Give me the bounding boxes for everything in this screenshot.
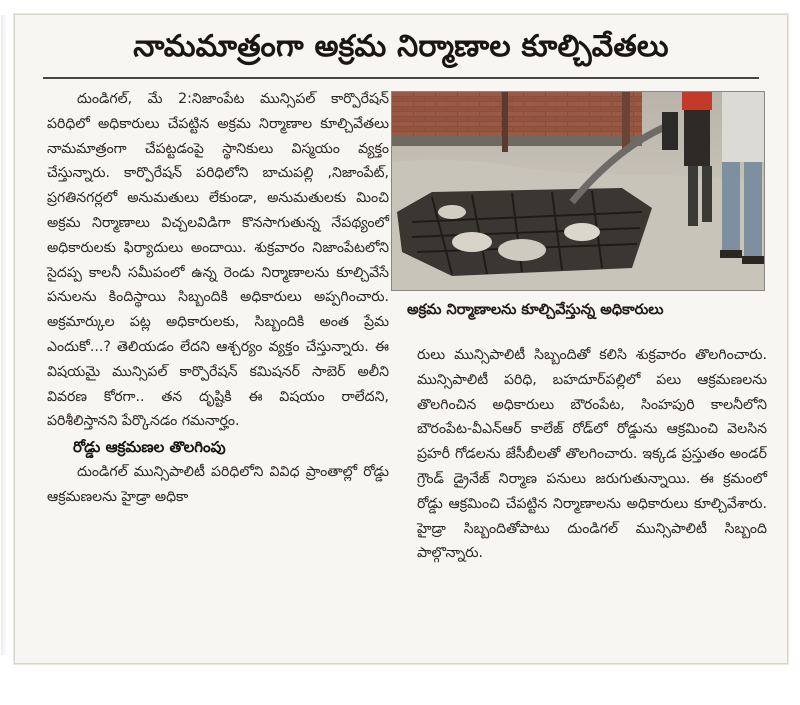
article-body-paragraph-2: దుండిగల్ మున్సిపాలిటీ పరిధిలోని వివిధ ప్రాంతాల్లో రోడ్డు ఆక్రమణలను హైడ్రా అధికా bbox=[47, 464, 389, 505]
news-photo bbox=[391, 91, 765, 291]
left-column bbox=[47, 87, 389, 510]
article-body-paragraph-1: దుండిగల్, మే 2:నిజాంపేట మున్సిపల్ కార్పొరేషన్ పరిధిలో అధికారులు చేపట్టిన అక్రమ నిర్మాణాల కూల్చివేతలు నామమాత్రంగా చేపట్టడంపై స్థానికులు విస్మయం వ్యక్తం చేస్తున్నారు. కార్పొరేషన్ పరిధిలోని బాచుపల్లి ,నిజాంపేట్, ప్రగతినగర్లలో అనుమతులు లేకుండా, అనుమతులకు మించి అక్రమ నిర్మాణాలు విచ్చలవిడిగా కొనసాగుతున్న నేపథ్యంలో అధికారులకు ఫిర్యాదులు అందాయి. శుక్రవారం నిజాంపేటలోని సైదప్ప కాలనీ సమీపంలో ఉన్న రెండు నిర్మాణాలను కూల్చివేసే పనులను కిందిస్థాయి సిబ్బందికి అధికారులు అప్పగించారు. అక్రమార్కుల పట్ల అధికారులకు, సిబ్బందికి అంత ప్రేమ ఎందుకో...? తెలియడం లేదని ఆశ్చర్యం వ్యక్తం చేస్తున్నారు. ఈ విషయమై మున్సిపల్ కార్పొరేషన్ కమిషనర్ సాబెర్ అలీని వివరణ కోరగా.. తన దృష్టికి ఈ విషయం రాలేదని, పరిశీలిస్తానని పేర్కొనడం గమనార్హం. bbox=[47, 91, 389, 430]
article-body-paragraph-3: రులు మున్సిపాలిటీ సిబ్బందితో కలిసి శుక్రవారం తొలగించారు. మున్సిపాలిటీ పరిధి, బహదూర్‌పల్లిలో పలు ఆక్రమణలను తొలగించిన అధికారులు బౌరంపేట, సింహపురి కాలనీలోని బౌరంపేట-వీఎన్‌ఆర్ కాలేజ్ రోడ్‌లో రోడ్డును ఆక్రమించి వెలసిన ప్రహరీ గోడలను జేసీబీలతో తొలగించారు. ఇక్కడ ప్రస్తుతం అండర్ గ్రౌండ్ డ్రైనేజ్ నిర్మాణ పనులు జరుగుతున్నాయి. ఈ క్రమంలో రోడ్డు ఆక్రమించి చేపట్టిన నిర్మాణాలను అధికారులు కూల్చివేశారు. హైడ్రా సిబ్బందితోపాటు దుండిగల్ మున్సిపాలిటీ సిబ్బంది పాల్గొన్నారు. bbox=[417, 347, 767, 562]
demolition-photo-illustration bbox=[392, 92, 764, 290]
right-column bbox=[417, 343, 767, 566]
photo-caption: అక్రమ నిర్మాణాలను కూల్చివేస్తున్న అధికారులు bbox=[407, 302, 664, 318]
newspaper-clipping bbox=[14, 14, 788, 664]
subheading: రోడ్డు ఆక్రమణల తొలగింపు bbox=[73, 438, 226, 457]
headline-rule bbox=[43, 77, 759, 79]
headline: నామమాత్రంగా అక్రమ నిర్మాణాల కూల్చివేతలు bbox=[133, 29, 669, 64]
